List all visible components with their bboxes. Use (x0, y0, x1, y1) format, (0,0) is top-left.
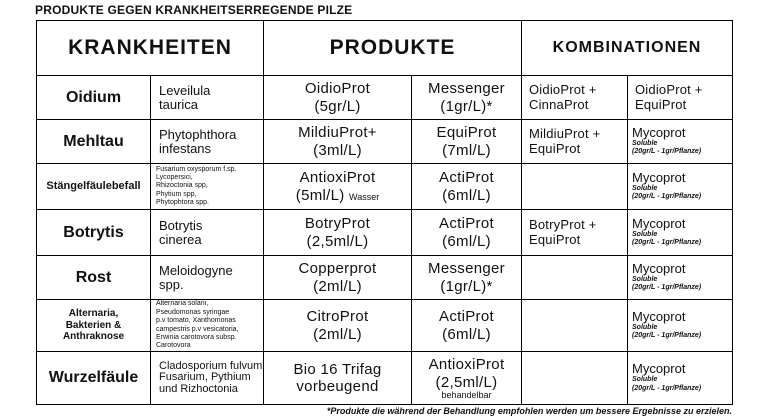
product-cell: Messenger (1gr/L)* (412, 256, 522, 300)
table-row (37, 300, 733, 352)
combination-cell-empty (522, 300, 628, 352)
disease-cell: Stängelfäulebefall (37, 164, 151, 210)
product-cell: AntioxiProt (5ml/L) Wasser (264, 164, 412, 210)
mycoprot-cell: Mycoprot Soluble (20gr/L - 1gr/Pflanze) (628, 120, 733, 164)
pathogen-cell: Botrytis cinerea (151, 210, 264, 256)
pathogen-cell: Cladosporium fulvum Fusarium, Pythium und Rizhoctonia (151, 352, 264, 405)
header-row (37, 21, 733, 76)
product-sub-note: behandelbar (441, 389, 492, 400)
products-table (36, 20, 733, 405)
disease-cell: Oidium (37, 76, 151, 120)
product-cell: EquiProt (7ml/L) (412, 120, 522, 164)
table-row (37, 76, 733, 120)
combination-cell: OidioProt + CinnaProt (522, 76, 628, 120)
combination-cell: MildiuProt + EquiProt (522, 120, 628, 164)
product-cell: AntioxiProt (2,5ml/L) behandelbar (412, 352, 522, 405)
mycoprot-cell: Mycoprot Soluble (20gr/L - 1gr/Pflanze) (628, 256, 733, 300)
mycoprot-cell: Mycoprot Soluble (20gr/L - 1gr/Pflanze) (628, 300, 733, 352)
product-cell: OidioProt (5gr/L) (264, 76, 412, 120)
product-cell: MildiuProt+ (3ml/L) (264, 120, 412, 164)
mycoprot-cell: Mycoprot Soluble (20gr/L - 1gr/Pflanze) (628, 210, 733, 256)
footnote: *Produkte die während der Behandlung empfohlen werden um bessere Ergebnisse zu erzielen. (326, 406, 732, 416)
header-products: PRODUKTE (264, 21, 522, 76)
disease-cell: Wurzelfäule (37, 352, 151, 405)
combination-cell-empty (522, 256, 628, 300)
pathogen-cell: Phytophthora infestans (151, 120, 264, 164)
table-row (37, 256, 733, 300)
product-cell: ActiProt (6ml/L) (412, 210, 522, 256)
product-cell: Copperprot (2ml/L) (264, 256, 412, 300)
combination-cell-empty (522, 352, 628, 405)
disease-cell: Alternaria, Bakterien & Anthraknose (37, 300, 151, 352)
disease-cell: Botrytis (37, 210, 151, 256)
product-cell: ActiProt (6ml/L) (412, 300, 522, 352)
disease-cell: Mehltau (37, 120, 151, 164)
combination-cell: BotryProt + EquiProt (522, 210, 628, 256)
mycoprot-cell: Mycoprot Soluble (20gr/L - 1gr/Pflanze) (628, 164, 733, 210)
pathogen-cell: Alternaria solani, Pseudomonas syringae p.v tomato, Xanthomonas campestris p.v vesicatoria, Erwinia carotovora subsp. Carotovora (151, 300, 264, 352)
pathogen-cell: Fusarium oxysporum f.sp. Lycopersici, Rhizoctonia spp, Phytium spp, Phytophtora spp. (151, 164, 264, 210)
page-title: PRODUKTE GEGEN KRANKHEITSERREGENDE PILZE (35, 3, 353, 17)
disease-cell: Rost (37, 256, 151, 300)
pathogen-cell: Meloidogyne spp. (151, 256, 264, 300)
product-note: Wasser (349, 191, 380, 202)
mycoprot-cell: Mycoprot Soluble (20gr/L - 1gr/Pflanze) (628, 352, 733, 405)
table-row (37, 120, 733, 164)
combination-cell: OidioProt + EquiProt (628, 76, 733, 120)
header-combinations: KOMBINATIONEN (522, 21, 733, 76)
product-cell: BotryProt (2,5ml/L) (264, 210, 412, 256)
product-cell: CitroProt (2ml/L) (264, 300, 412, 352)
product-cell: ActiProt (6ml/L) (412, 164, 522, 210)
table-row (37, 164, 733, 210)
product-cell: Bio 16 Trifag vorbeugend (264, 352, 412, 405)
product-cell: Messenger (1gr/L)* (412, 76, 522, 120)
table-row (37, 352, 733, 405)
pathogen-cell: Leveilula taurica (151, 76, 264, 120)
header-diseases: KRANKHEITEN (37, 21, 264, 76)
combination-cell-empty (522, 164, 628, 210)
table-row (37, 210, 733, 256)
